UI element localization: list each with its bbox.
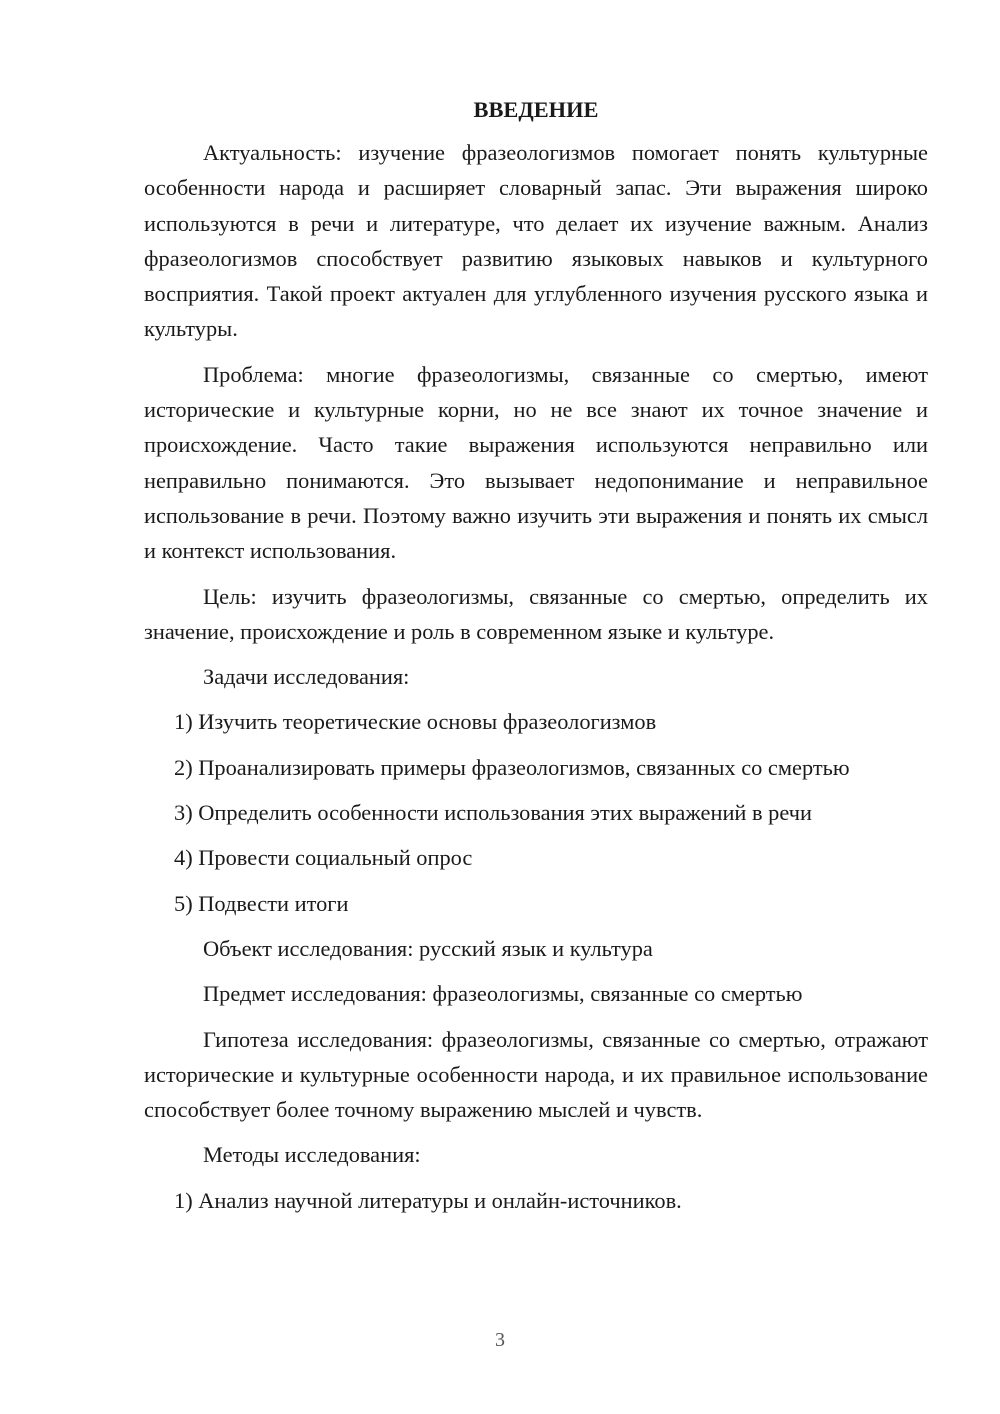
paragraph-subject: Предмет исследования: фразеологизмы, связанные со смертью [203,981,803,1007]
section-title: ВВЕДЕНИЕ [473,97,599,122]
task-item-3: 3) Определить особенности использования этих выражений в речи [174,800,813,826]
methods-heading: Методы исследования: [203,1142,421,1168]
task-item-1: 1) Изучить теоретические основы фразеологизмов [174,709,657,735]
paragraph-goal: Цель: изучить фразеологизмы, связанные со смертью, определить их значение, происхождение и роль в современном языке и культуре. [144,583,928,644]
paragraph-relevance: Актуальность: изучение фразеологизмов помогает понять культурные особенности народа и расширяет словарный запас. Эти выражения широко используются в речи и литературе, что делает их изучение важным. Анализ фразеологизмов способствует развитию языковых навыков и культурного восприятия. Такой проект актуален для углубленного изучения русского языка и культуры. [144,140,928,342]
page-number: 3 [495,1329,505,1351]
task-item-2: 2) Проанализировать примеры фразеологизмов, связанных со смертью [174,754,850,780]
paragraph-problem: Проблема: многие фразеологизмы, связанные со смертью, имеют исторические и культурные корни, но не все знают их точное значение и происхождение. Часто такие выражения используются неправильно или неправильно понимаются. Это вызывает недопонимание и неправильное использование в речи. Поэтому важно изучить эти выражения и понять их смысл и контекст использования. [144,361,928,564]
paragraph-hypothesis: Гипотеза исследования: фразеологизмы, связанные со смертью, отражают исторические и культурные особенности народа, и их правильное использование способствует более точному выражению мыслей и чувств. [144,1026,928,1123]
tasks-heading: Задачи исследования: [203,664,410,690]
method-item-1: 1) Анализ научной литературы и онлайн-источников. [174,1187,682,1213]
task-item-4: 4) Провести социальный опрос [174,845,473,871]
task-item-5: 5) Подвести итоги [174,890,349,916]
document-page [144,92,928,1228]
paragraph-object: Объект исследования: русский язык и культура [203,935,653,961]
